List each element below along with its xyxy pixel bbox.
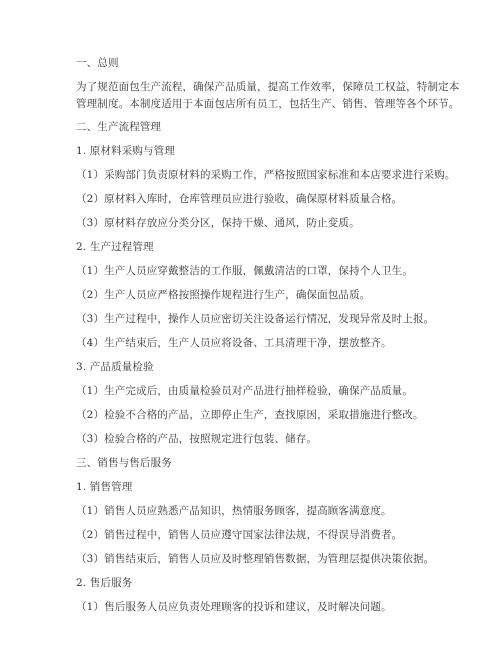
subsection-heading-materials: 1. 原材料采购与管理 [76,145,176,157]
list-item: （1）销售人员应熟悉产品知识，热情服务顾客，提高顾客满意度。 [76,505,392,517]
list-item: （3）销售结束后，销售人员应及时整理销售数据，为管理层提供决策依据。 [76,553,435,565]
list-item: （1）售后服务人员应负责处理顾客的投诉和建议，及时解决问题。 [76,601,392,613]
list-item: （2）原材料入库时，仓库管理员应进行验收，确保原材料质量合格。 [76,193,403,205]
section-heading-production: 二、生产流程管理 [76,121,162,133]
list-item: （4）生产结束后，生产人员应将设备、工具清理干净，摆放整齐。 [76,337,392,349]
list-item: （3）原材料存放应分类分区，保持干燥、通风，防止变质。 [76,217,360,229]
subsection-heading-sales-management: 1. 销售管理 [76,481,133,493]
list-item: （2）销售过程中，销售人员应遵守国家法律法规，不得误导消费者。 [76,529,403,541]
list-item: （3）生产过程中，操作人员应密切关注设备运行情况，发现异常及时上报。 [76,313,435,325]
section-heading-sales: 三、销售与售后服务 [76,457,172,469]
subsection-heading-after-sales: 2. 售后服务 [76,577,133,589]
paragraph-line: 为了规范面包生产流程，确保产品质量，提高工作效率，保障员工权益，特制定本 [76,81,460,93]
list-item: （1）生产人员应穿戴整洁的工作服，佩戴清洁的口罩，保持个人卫生。 [76,265,413,277]
subsection-heading-process: 2. 生产过程管理 [76,241,154,253]
subsection-heading-quality: 3. 产品质量检验 [76,361,154,373]
paragraph-line: 管理制度。本制度适用于本面包店所有员工，包括生产、销售、管理等各个环节。 [76,98,460,110]
list-item: （1）生产完成后，由质量检验员对产品进行抽样检验，确保产品质量。 [76,385,413,397]
list-item: （2）检验不合格的产品，立即停止生产，查找原因，采取措施进行整改。 [76,409,424,421]
list-item: （1）采购部门负责原材料的采购工作，严格按照国家标准和本店要求进行采购。 [76,169,456,181]
list-item: （3）检验合格的产品，按照规定进行包装、储存。 [76,433,318,445]
section-heading-general: 一、总则 [76,57,119,69]
list-item: （2）生产人员应严格按照操作规程进行生产，确保面包品质。 [76,289,371,301]
